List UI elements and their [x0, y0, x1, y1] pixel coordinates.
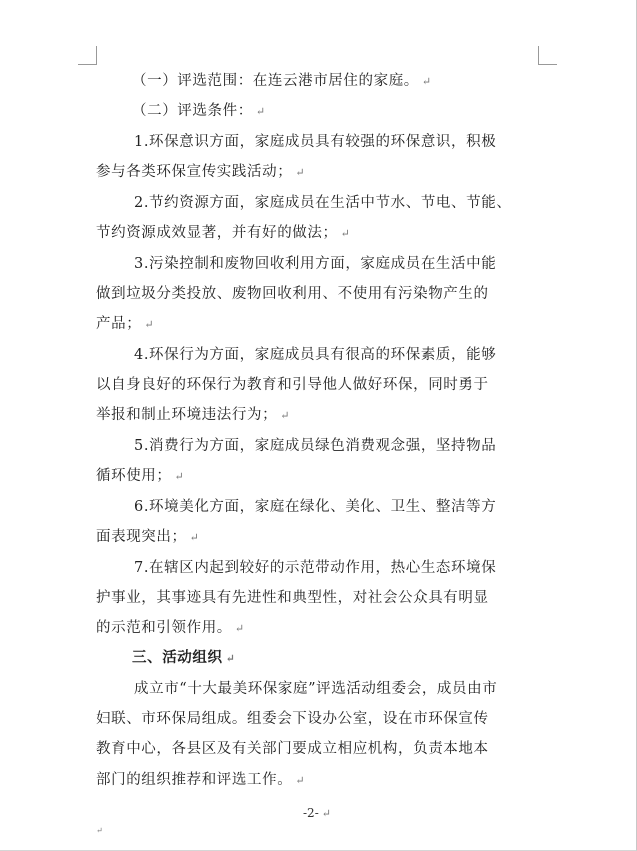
paragraph-mark-icon: ↵ — [321, 807, 331, 820]
page-number: -2- — [303, 806, 319, 820]
text-line: （一）评选范围：在连云港市居住的家庭。 ↵ — [132, 73, 432, 89]
paragraph-mark-icon: ↵ — [295, 774, 306, 787]
text-line: 举报和制止环境违法行为； ↵ — [96, 407, 291, 423]
paragraph-mark-icon: ↵ — [225, 652, 236, 665]
text-line: 部门的组织推荐和评选工作。 ↵ — [96, 772, 306, 788]
paragraph-mark-icon: ↵ — [421, 75, 432, 88]
text-line: 做到垃圾分类投放、废物回收利用、不使用有污染物产生的 — [96, 286, 489, 302]
paragraph-mark-icon: ↵ — [295, 166, 306, 179]
text-line: 3.污染控制和废物回收利用方面，家庭成员在生活中能 — [134, 256, 497, 272]
top-left-crop-mark — [78, 46, 97, 65]
text-line: （二）评选条件： ↵ — [132, 103, 266, 119]
text-line: 2.节约资源方面，家庭成员在生活中节水、节电、节能、 — [134, 195, 512, 211]
text-line: 6.环境美化方面，家庭在绿化、美化、卫生、整洁等方 — [134, 499, 497, 515]
text-line: 的示范和引领作用。 ↵ — [96, 620, 245, 636]
bottom-paragraph-mark-icon: ↵ — [96, 826, 103, 835]
paragraph-mark-icon: ↵ — [340, 227, 351, 240]
text-line: 产品； ↵ — [96, 316, 155, 332]
paragraph-mark-icon: ↵ — [255, 105, 266, 118]
paragraph-mark-icon: ↵ — [174, 470, 185, 483]
section-heading: 三、活动组织 ↵ — [132, 649, 236, 666]
text-line: 节约资源成效显著，并有好的做法； ↵ — [96, 225, 351, 241]
text-line: 参与各类环保宣传实践活动； ↵ — [96, 164, 306, 180]
text-line: 7.在辖区内起到较好的示范带动作用，热心生态环境保 — [134, 560, 497, 576]
text-line: 4.环保行为方面，家庭成员具有很高的环保素质，能够 — [134, 347, 497, 363]
top-right-crop-mark — [538, 46, 557, 65]
page-number-footer — [303, 806, 331, 820]
text-line: 成立市“十大最美环保家庭”评选活动组委会，成员由市 — [134, 681, 498, 697]
text-line: 教育中心，各县区及有关部门要成立相应机构，负责本地本 — [96, 741, 489, 757]
text-line: 以自身良好的环保行为教育和引导他人做好环保，同时勇于 — [96, 377, 489, 393]
text-line: 面表现突出； ↵ — [96, 529, 200, 545]
paragraph-mark-icon: ↵ — [280, 409, 291, 422]
text-line: 5.消费行为方面，家庭成员绿色消费观念强，坚持物品 — [134, 438, 497, 454]
text-line: 循环使用； ↵ — [96, 468, 185, 484]
text-line: 妇联、市环保局组成。组委会下设办公室，设在市环保宣传 — [96, 711, 489, 727]
paragraph-mark-icon: ↵ — [234, 622, 245, 635]
text-line: 护事业，其事迹具有先进性和典型性，对社会公众具有明显 — [96, 590, 489, 606]
paragraph-mark-icon: ↵ — [144, 318, 155, 331]
paragraph-mark-icon: ↵ — [189, 531, 200, 544]
text-line: 1.环保意识方面，家庭成员具有较强的环保意识，积极 — [134, 134, 497, 150]
